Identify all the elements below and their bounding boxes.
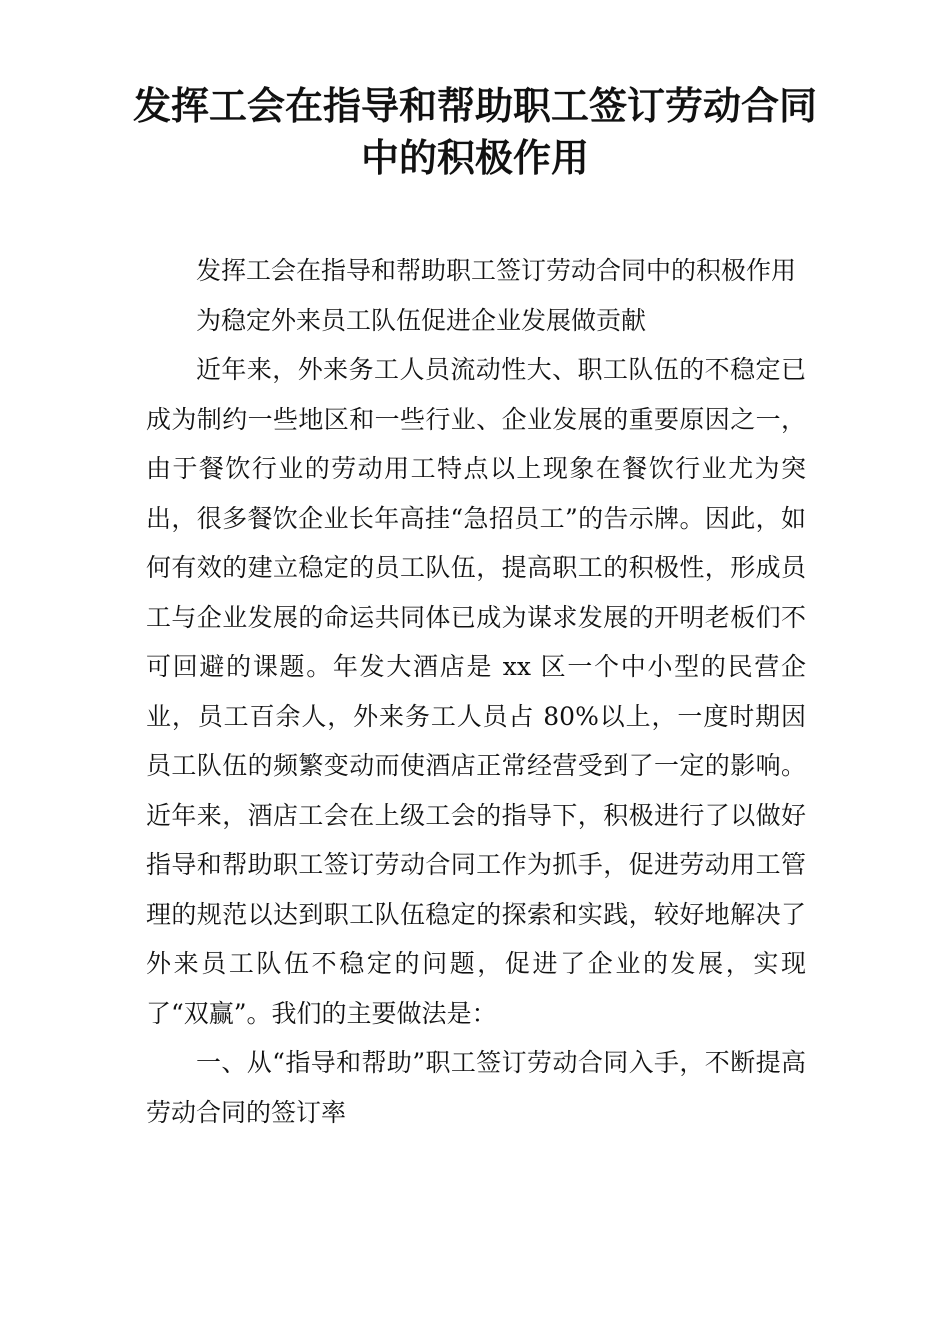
document-title: 发挥工会在指导和帮助职工签订劳动合同中的积极作用 [132,84,817,180]
paragraph-subtitle: 为稳定外来员工队伍促进企业发展做贡献 [196,305,647,335]
paragraph-repeated-title: 发挥工会在指导和帮助职工签订劳动合同中的积极作用 [196,256,797,285]
paragraph-section-heading: 一、从“指导和帮助”职工签订劳动合同入手，不断提高劳动合同的签订率 [146,1048,806,1127]
document-body [146,246,806,1137]
paragraph-main: 近年来，外来务工人员流动性大、职工队伍的不稳定已成为制约一些地区和一些行业、企业发展的重要原因之一，由于餐饮行业的劳动用工特点以上现象在餐饮行业尤为突出，很多餐饮企业长年高挂“急招员工”的告示牌。因此，如何有效的建立稳定的员工队伍，提高职工的积极性，形成员工与企业发展的命运共同体已成为谋求发展的开明老板们不可回避的课题。年发大酒店是 xx 区一个中小型的民营企业，员工百余人，外来务工人员占 80%以上，一度时期因员工队伍的频繁变动而使酒店正常经营受到了一定的影响。近年来，酒店工会在上级工会的指导下，积极进行了以做好指导和帮助职工签订劳动合同工作为抓手，促进劳动用工管理的规范以达到职工队伍稳定的探索和实践，较好地解决了外来员工队伍不稳定的问题，促进了企业的发展，实现了“双赢”。我们的主要做法是： [146,355,806,1028]
